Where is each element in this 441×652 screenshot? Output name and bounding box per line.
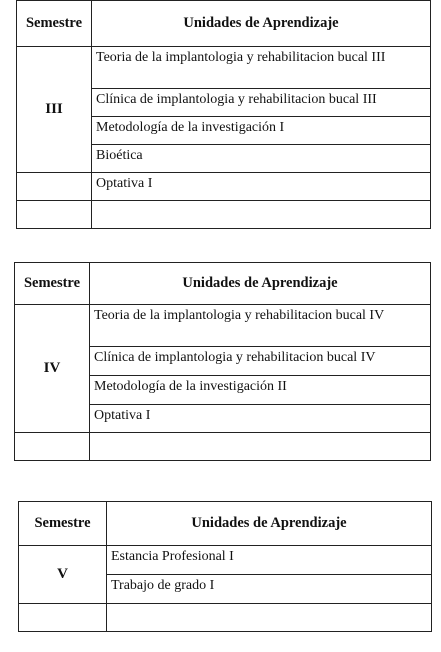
unit-cell: Clínica de implantologia y rehabilitacion bucal IV [90, 347, 431, 376]
semester-table-iii [16, 0, 431, 229]
empty-cell [15, 433, 90, 461]
semester-label: IV [15, 305, 90, 433]
empty-semester-cell [17, 173, 92, 201]
unit-cell: Bioética [92, 145, 431, 173]
unit-cell: Optativa I [90, 405, 431, 433]
empty-cell [17, 201, 92, 229]
unit-cell: Trabajo de grado I [107, 575, 432, 604]
unit-cell: Estancia Profesional I [107, 546, 432, 575]
unit-cell: Metodología de la investigación II [90, 376, 431, 405]
empty-cell [19, 604, 107, 632]
unit-cell: Teoria de la implantologia y rehabilitacion bucal IV [90, 305, 431, 347]
semester-label: III [17, 47, 92, 173]
units-header: Unidades de Aprendizaje [90, 263, 431, 305]
units-header: Unidades de Aprendizaje [107, 502, 432, 546]
empty-cell [90, 433, 431, 461]
units-header: Unidades de Aprendizaje [92, 1, 431, 47]
semester-label: V [19, 546, 107, 604]
semester-header: Semestre [17, 1, 92, 47]
semester-header: Semestre [19, 502, 107, 546]
unit-cell: Optativa I [92, 173, 431, 201]
unit-cell: Teoria de la implantologia y rehabilitacion bucal III [92, 47, 431, 89]
empty-cell [107, 604, 432, 632]
semester-table-v [18, 501, 432, 632]
semester-table-iv [14, 262, 431, 461]
semester-header: Semestre [15, 263, 90, 305]
empty-cell [92, 201, 431, 229]
unit-cell: Clínica de implantologia y rehabilitacion bucal III [92, 89, 431, 117]
unit-cell: Metodología de la investigación I [92, 117, 431, 145]
